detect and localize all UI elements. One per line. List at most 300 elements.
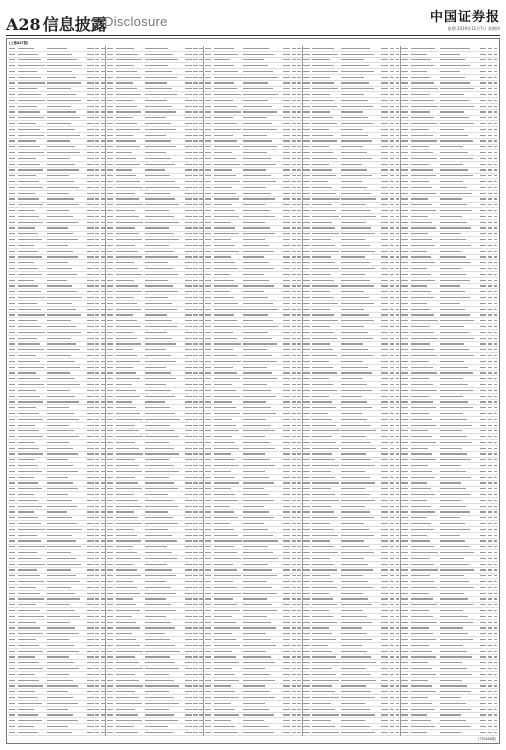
table-cell bbox=[47, 516, 84, 519]
text-line bbox=[107, 680, 113, 681]
text-line bbox=[185, 140, 192, 141]
table-cell bbox=[182, 545, 192, 548]
text-line bbox=[283, 390, 290, 391]
table-cell bbox=[198, 540, 204, 543]
text-line bbox=[101, 251, 105, 252]
text-line bbox=[116, 390, 136, 391]
table-cell bbox=[116, 82, 145, 85]
table-cell bbox=[116, 545, 145, 548]
table-cell bbox=[214, 198, 243, 201]
table-cell bbox=[8, 470, 18, 473]
table-cell bbox=[280, 250, 290, 253]
text-line bbox=[145, 656, 170, 657]
table-cell bbox=[214, 244, 243, 247]
text-line bbox=[47, 291, 77, 292]
table-cell bbox=[8, 140, 18, 143]
text-line bbox=[297, 158, 301, 159]
text-line bbox=[205, 303, 211, 304]
text-line bbox=[199, 465, 203, 466]
table-cell bbox=[182, 476, 192, 479]
text-line bbox=[297, 338, 301, 339]
table-cell bbox=[116, 505, 145, 508]
text-line bbox=[9, 732, 15, 733]
text-line bbox=[185, 430, 192, 431]
table-cell bbox=[280, 435, 290, 438]
table-cell bbox=[182, 470, 192, 473]
text-line bbox=[199, 523, 203, 524]
text-line bbox=[185, 390, 192, 391]
table-cell bbox=[145, 244, 182, 247]
table-cell bbox=[296, 592, 302, 595]
table-cell bbox=[280, 702, 290, 705]
text-line bbox=[205, 378, 211, 379]
text-line bbox=[199, 378, 203, 379]
table-cell bbox=[18, 609, 47, 612]
table-cell bbox=[243, 592, 280, 595]
table-cell bbox=[341, 122, 378, 125]
table-cell bbox=[116, 487, 145, 490]
table-cell bbox=[204, 145, 214, 148]
table-cell bbox=[280, 261, 290, 264]
text-line bbox=[214, 338, 237, 339]
table-cell bbox=[116, 87, 145, 90]
text-line bbox=[116, 117, 133, 118]
text-line bbox=[297, 517, 301, 518]
table-cell bbox=[47, 325, 84, 328]
text-line bbox=[297, 181, 301, 182]
text-line bbox=[303, 140, 309, 141]
table-cell bbox=[243, 540, 280, 543]
text-line bbox=[101, 419, 105, 420]
table-cell bbox=[47, 592, 84, 595]
table-cell bbox=[47, 116, 84, 119]
table-cell bbox=[116, 592, 145, 595]
table-cell bbox=[280, 580, 290, 583]
text-line bbox=[101, 326, 105, 327]
table-cell bbox=[47, 267, 84, 270]
table-cell bbox=[243, 174, 280, 177]
table-cell bbox=[204, 267, 214, 270]
table-cell bbox=[204, 308, 214, 311]
table-cell bbox=[182, 395, 192, 398]
text-line bbox=[116, 349, 133, 350]
text-line bbox=[116, 685, 143, 686]
table-cell bbox=[214, 180, 243, 183]
table-cell bbox=[84, 372, 94, 375]
table-cell bbox=[204, 441, 214, 444]
table-cell bbox=[204, 198, 214, 201]
text-line bbox=[87, 645, 94, 646]
table-cell bbox=[214, 638, 243, 641]
text-line bbox=[145, 361, 176, 362]
table-cell bbox=[116, 145, 145, 148]
text-line bbox=[396, 181, 400, 182]
table-cell bbox=[47, 360, 84, 363]
table-cell bbox=[106, 53, 116, 56]
table-cell bbox=[8, 285, 18, 288]
text-line bbox=[283, 703, 290, 704]
table-cell bbox=[18, 458, 47, 461]
table-cell bbox=[116, 563, 145, 566]
text-line bbox=[214, 152, 232, 153]
text-line bbox=[297, 732, 301, 733]
text-line bbox=[107, 714, 113, 715]
text-line bbox=[18, 245, 35, 246]
table-cell bbox=[198, 598, 204, 601]
issue-date: 星期 2019年11月7日 星期四 bbox=[447, 26, 500, 31]
table-cell bbox=[182, 267, 192, 270]
table-cell bbox=[145, 627, 182, 630]
text-line bbox=[243, 413, 275, 414]
table-cell bbox=[116, 261, 145, 264]
text-line bbox=[243, 685, 265, 686]
text-line bbox=[396, 77, 400, 78]
table-cell bbox=[116, 551, 145, 554]
text-line bbox=[243, 198, 275, 199]
table-cell bbox=[84, 174, 94, 177]
text-line bbox=[18, 314, 45, 315]
text-line bbox=[283, 285, 290, 286]
text-line bbox=[199, 442, 203, 443]
text-line bbox=[312, 100, 333, 101]
text-line bbox=[101, 465, 105, 466]
text-line bbox=[107, 187, 113, 188]
text-line bbox=[116, 598, 133, 599]
table-cell bbox=[145, 337, 182, 340]
text-line bbox=[381, 88, 388, 89]
text-line bbox=[199, 436, 203, 437]
text-line bbox=[87, 239, 94, 240]
text-line bbox=[87, 71, 94, 72]
table-cell bbox=[116, 47, 145, 50]
text-line bbox=[9, 633, 15, 634]
text-line bbox=[145, 396, 175, 397]
table-cell bbox=[312, 87, 341, 90]
table-cell bbox=[312, 128, 341, 131]
table-cell bbox=[280, 256, 290, 259]
table-cell bbox=[243, 708, 280, 711]
text-line bbox=[283, 506, 290, 507]
table-cell bbox=[182, 261, 192, 264]
table-cell bbox=[243, 261, 280, 264]
text-line bbox=[396, 175, 400, 176]
text-line bbox=[87, 535, 94, 536]
text-line bbox=[199, 691, 203, 692]
table-cell bbox=[18, 545, 47, 548]
table-cell bbox=[99, 725, 105, 728]
text-line bbox=[185, 210, 192, 211]
table-cell bbox=[47, 586, 84, 589]
text-line bbox=[283, 494, 290, 495]
table-cell bbox=[116, 615, 145, 618]
text-line bbox=[205, 54, 211, 55]
text-line bbox=[297, 111, 301, 112]
table-cell bbox=[303, 76, 313, 79]
text-line bbox=[199, 164, 203, 165]
text-line bbox=[18, 158, 36, 159]
text-line bbox=[87, 158, 94, 159]
text-line bbox=[396, 193, 400, 194]
table-cell bbox=[214, 354, 243, 357]
text-line bbox=[297, 222, 301, 223]
text-line bbox=[283, 268, 290, 269]
table-cell bbox=[214, 93, 243, 96]
text-line bbox=[145, 181, 175, 182]
table-cell bbox=[378, 122, 388, 125]
text-line bbox=[87, 714, 94, 715]
table-cell bbox=[204, 372, 214, 375]
text-line bbox=[101, 152, 105, 153]
table-cell bbox=[182, 232, 192, 235]
text-line bbox=[9, 419, 15, 420]
table-cell bbox=[99, 580, 105, 583]
text-line bbox=[107, 152, 113, 153]
table-cell bbox=[8, 656, 18, 659]
table-cell bbox=[116, 53, 145, 56]
text-line bbox=[9, 581, 15, 582]
table-cell bbox=[106, 285, 116, 288]
text-line bbox=[185, 152, 192, 153]
text-line bbox=[185, 604, 192, 605]
text-line bbox=[116, 216, 139, 217]
text-line bbox=[101, 662, 105, 663]
text-line bbox=[185, 164, 192, 165]
text-line bbox=[9, 685, 15, 686]
text-line bbox=[199, 697, 203, 698]
table-cell bbox=[296, 76, 302, 79]
table-cell bbox=[106, 540, 116, 543]
text-line bbox=[116, 732, 138, 733]
text-line bbox=[87, 54, 94, 55]
text-line bbox=[9, 117, 15, 118]
text-line bbox=[107, 564, 113, 565]
text-line bbox=[47, 569, 71, 570]
text-line bbox=[243, 88, 273, 89]
text-line bbox=[47, 204, 79, 205]
text-line bbox=[205, 361, 211, 362]
table-cell bbox=[296, 82, 302, 85]
text-line bbox=[116, 691, 135, 692]
text-line bbox=[205, 291, 211, 292]
table-cell bbox=[99, 395, 105, 398]
table-cell bbox=[280, 609, 290, 612]
text-line bbox=[107, 251, 113, 252]
table-cell bbox=[84, 690, 94, 693]
text-line bbox=[214, 558, 241, 559]
text-line bbox=[199, 233, 203, 234]
table-cell bbox=[198, 238, 204, 241]
text-line bbox=[18, 552, 37, 553]
table-cell bbox=[145, 499, 182, 502]
text-line bbox=[9, 94, 15, 95]
table-cell bbox=[106, 279, 116, 282]
table-cell bbox=[116, 325, 145, 328]
text-line bbox=[243, 285, 273, 286]
text-line bbox=[9, 285, 15, 286]
table-cell bbox=[84, 221, 94, 224]
table-cell bbox=[106, 256, 116, 259]
text-line bbox=[107, 610, 113, 611]
table-cell bbox=[243, 476, 280, 479]
table-cell bbox=[296, 285, 302, 288]
table-cell bbox=[198, 174, 204, 177]
text-line bbox=[145, 222, 179, 223]
table-cell bbox=[204, 609, 214, 612]
text-line bbox=[341, 169, 366, 170]
table-cell bbox=[47, 111, 84, 114]
table-cell bbox=[47, 656, 84, 659]
text-line bbox=[87, 291, 94, 292]
text-line bbox=[47, 181, 74, 182]
text-line bbox=[243, 297, 268, 298]
text-line bbox=[185, 309, 192, 310]
text-line bbox=[145, 82, 167, 83]
table-cell bbox=[106, 412, 116, 415]
table-cell bbox=[18, 209, 47, 212]
table-cell bbox=[116, 372, 145, 375]
table-cell bbox=[106, 418, 116, 421]
text-line bbox=[214, 477, 235, 478]
table-cell bbox=[18, 690, 47, 693]
text-line bbox=[205, 517, 211, 518]
text-line bbox=[297, 494, 301, 495]
text-line bbox=[18, 59, 42, 60]
table-cell bbox=[106, 644, 116, 647]
table-cell bbox=[296, 366, 302, 369]
text-line bbox=[87, 633, 94, 634]
table-cell bbox=[303, 145, 313, 148]
text-line bbox=[145, 488, 178, 489]
table-cell bbox=[214, 325, 243, 328]
text-line bbox=[47, 198, 74, 199]
table-cell bbox=[18, 557, 47, 560]
table-cell bbox=[198, 134, 204, 137]
table-cell bbox=[47, 47, 84, 50]
text-line bbox=[101, 245, 105, 246]
table-cell bbox=[99, 667, 105, 670]
table-cell bbox=[296, 389, 302, 392]
table-cell bbox=[243, 308, 280, 311]
table-cell bbox=[47, 296, 84, 299]
text-line bbox=[145, 639, 170, 640]
text-line bbox=[214, 604, 236, 605]
table-cell bbox=[18, 574, 47, 577]
text-line bbox=[312, 152, 332, 153]
table-cell bbox=[84, 435, 94, 438]
text-line bbox=[312, 187, 332, 188]
table-cell bbox=[106, 319, 116, 322]
table-cell bbox=[198, 215, 204, 218]
table-cell bbox=[116, 458, 145, 461]
table-cell bbox=[47, 650, 84, 653]
table-cell bbox=[182, 105, 192, 108]
text-line bbox=[9, 610, 15, 611]
table-cell bbox=[99, 290, 105, 293]
text-line bbox=[107, 540, 113, 541]
text-line bbox=[199, 529, 203, 530]
text-line bbox=[101, 471, 105, 472]
text-line bbox=[185, 477, 192, 478]
table-cell bbox=[280, 656, 290, 659]
table-cell bbox=[116, 516, 145, 519]
table-cell bbox=[204, 401, 214, 404]
table-cell bbox=[182, 366, 192, 369]
text-line bbox=[381, 65, 388, 66]
text-line bbox=[381, 123, 388, 124]
text-line bbox=[185, 616, 192, 617]
text-line bbox=[199, 314, 203, 315]
table-cell bbox=[214, 493, 243, 496]
text-line bbox=[205, 152, 211, 153]
text-line bbox=[199, 338, 203, 339]
table-cell bbox=[303, 53, 313, 56]
table-cell bbox=[182, 464, 192, 467]
table-cell bbox=[341, 128, 378, 131]
table-cell bbox=[198, 574, 204, 577]
text-line bbox=[18, 500, 38, 501]
text-line bbox=[185, 720, 192, 721]
text-line bbox=[185, 488, 192, 489]
text-line bbox=[205, 633, 211, 634]
table-cell bbox=[280, 696, 290, 699]
table-cell bbox=[8, 679, 18, 682]
table-cell bbox=[116, 111, 145, 114]
table-cell bbox=[312, 122, 341, 125]
table-cell bbox=[243, 406, 280, 409]
table-cell bbox=[182, 285, 192, 288]
table-cell bbox=[18, 522, 47, 525]
table-cell bbox=[84, 122, 94, 125]
table-cell bbox=[145, 661, 182, 664]
table-cell bbox=[394, 58, 400, 61]
text-line bbox=[107, 413, 113, 414]
table-cell bbox=[243, 447, 280, 450]
text-line bbox=[185, 523, 192, 524]
text-line bbox=[199, 685, 203, 686]
table-cell bbox=[280, 557, 290, 560]
table-cell bbox=[145, 145, 182, 148]
text-line bbox=[214, 65, 234, 66]
table-cell bbox=[296, 656, 302, 659]
text-line bbox=[87, 546, 94, 547]
text-line bbox=[283, 471, 290, 472]
table-cell bbox=[8, 395, 18, 398]
text-line bbox=[145, 48, 168, 49]
table-cell bbox=[84, 429, 94, 432]
table-cell bbox=[243, 244, 280, 247]
table-cell bbox=[18, 302, 47, 305]
text-line bbox=[297, 627, 301, 628]
table-cell bbox=[182, 406, 192, 409]
text-line bbox=[145, 106, 172, 107]
table-cell bbox=[204, 111, 214, 114]
text-line bbox=[107, 175, 113, 176]
text-line bbox=[9, 349, 15, 350]
table-cell bbox=[99, 551, 105, 554]
text-line bbox=[87, 204, 94, 205]
table-cell bbox=[296, 429, 302, 432]
table-cell bbox=[214, 348, 243, 351]
table-cell bbox=[116, 250, 145, 253]
table-cell bbox=[214, 424, 243, 427]
text-line bbox=[145, 453, 179, 454]
text-line bbox=[396, 140, 400, 141]
text-line bbox=[283, 459, 290, 460]
text-line bbox=[297, 529, 301, 530]
table-cell bbox=[8, 343, 18, 346]
table-cell bbox=[99, 273, 105, 276]
text-line bbox=[341, 94, 363, 95]
